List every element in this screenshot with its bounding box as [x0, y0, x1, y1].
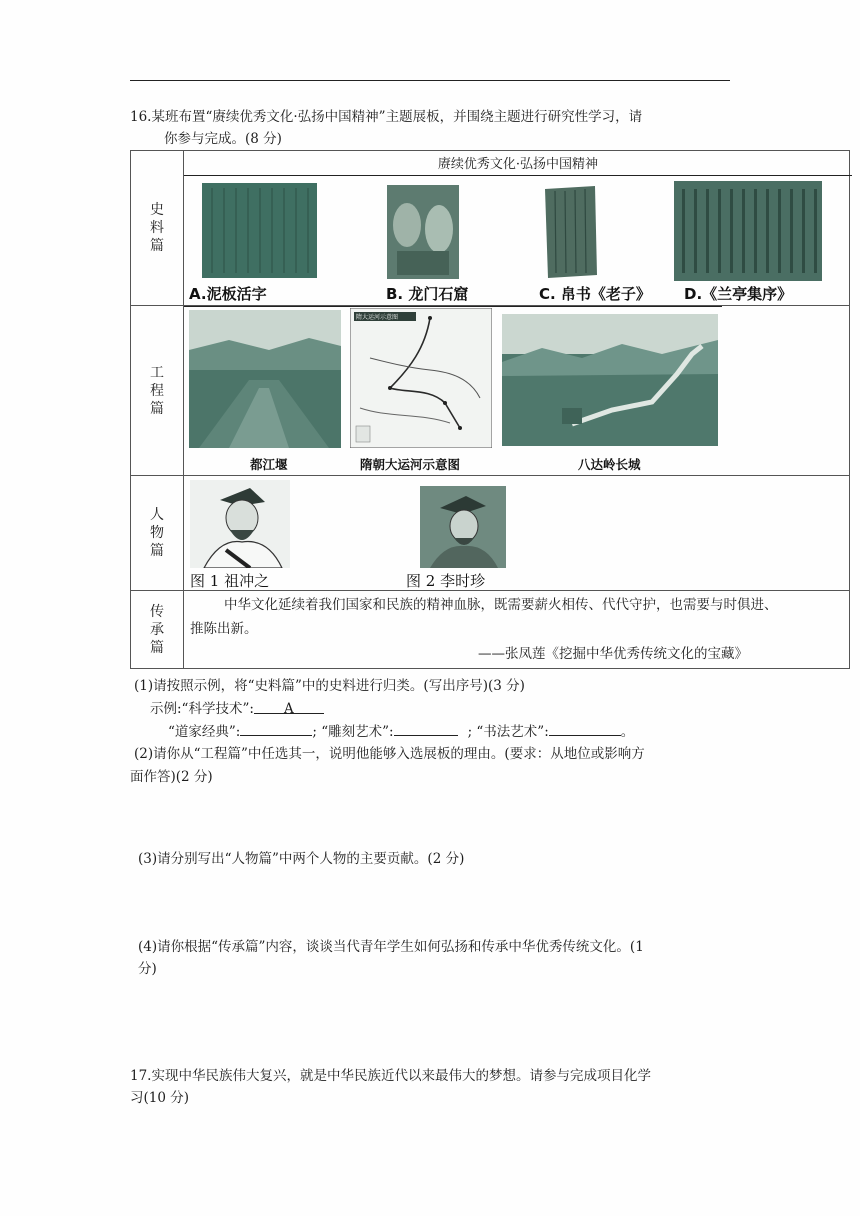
row-label-history	[131, 151, 184, 306]
q17-stem-line2: 习(10 分)	[130, 1090, 190, 1106]
grand-canal-map	[350, 308, 492, 448]
badaling-great-wall-photo	[502, 314, 718, 446]
sub3-line1: (3)请分别写出“人物篇”中两个人物的主要贡献。(2 分)	[138, 851, 465, 867]
history-caption-b: B. 龙门石窟	[386, 285, 469, 303]
sub1-example-label: 示例:“科学技术”:	[150, 701, 254, 717]
heritage-text-line1: 中华文化延续着我们国家和民族的精神血脉，既需要薪火相传、代代守护，也需要与时俱进、	[224, 597, 778, 613]
engineering-caption-dujiangyan: 都江堰	[250, 457, 288, 472]
answer-blank-taoist[interactable]	[240, 721, 312, 736]
heritage-source: ——张凤莲《挖掘中华优秀传统文化的宝藏》	[478, 646, 748, 662]
board-title: 赓续优秀文化·弘扬中国精神	[437, 157, 599, 172]
people-caption-2: 图 2 李时珍	[406, 572, 486, 590]
sub1-prompt: (1)请按照示例，将“史料篇”中的史料进行归类。(写出序号)(3 分)	[134, 678, 525, 694]
q16-stem-line2: 你参与完成。(8 分)	[164, 131, 282, 147]
row-label-people	[131, 476, 184, 591]
sub4-line2: 分)	[138, 961, 157, 977]
engineering-cell	[184, 306, 850, 476]
sub2-line2: 面作答)(2 分)	[130, 769, 213, 785]
row-label-engineering	[131, 306, 184, 476]
dujiangyan-photo	[189, 310, 341, 448]
people-cell	[184, 476, 850, 591]
history-caption-d: D.《兰亭集序》	[684, 285, 793, 303]
history-caption-a: A.泥板活字	[189, 285, 267, 303]
heritage-label: 传承篇	[150, 603, 164, 656]
heritage-cell	[184, 591, 850, 669]
people-caption-1: 图 1 祖冲之	[190, 572, 270, 590]
lanting-preface-photo	[674, 181, 822, 281]
engineering-caption-canal: 隋朝大运河示意图	[360, 457, 461, 472]
map-title: 隋大运河示意图	[356, 314, 399, 321]
engineering-caption-great-wall: 八达岭长城	[578, 457, 641, 472]
li-shizhen-portrait	[420, 486, 506, 568]
history-caption-c: C. 帛书《老子》	[539, 285, 651, 303]
sub1-end: 。	[620, 724, 635, 740]
top-rule	[130, 80, 730, 81]
sub2-line1: (2)请你从“工程篇”中任选其一，说明他能够入选展板的理由。(要求：从地位或影响方	[134, 746, 645, 762]
exhibition-board-table	[130, 150, 850, 669]
answer-blank-calligraphy[interactable]	[549, 721, 621, 736]
answer-blank-carving[interactable]	[394, 721, 458, 736]
clay-movable-type-photo	[202, 183, 317, 278]
engineering-top-rule	[184, 306, 722, 307]
sub4-line1: (4)请你根据“传承篇”内容，谈谈当代青年学生如何弘扬和传承中华优秀传统文化。(1	[138, 939, 644, 955]
sub1-categories	[168, 721, 634, 742]
sub1-cat-carving-label: ; “雕刻艺术”:	[312, 724, 394, 740]
longmen-grottoes-photo	[387, 185, 459, 279]
row-label-heritage	[131, 591, 184, 669]
q17-stem-line1: 17.实现中华民族伟大复兴，就是中华民族近代以来最伟大的梦想。请参与完成项目化学	[130, 1068, 651, 1084]
q16-stem-line1: 16.某班布置“赓续优秀文化·弘扬中国精神”主题展板，并围绕主题进行研究性学习，请	[130, 109, 643, 125]
sub1-example-answer: A	[254, 699, 324, 714]
sub1-example	[150, 699, 324, 719]
sub1-cat-taoist-label: “道家经典”:	[168, 724, 241, 740]
board-title-rule	[184, 175, 852, 176]
history-cell	[184, 151, 850, 306]
heritage-text-line2: 推陈出新。	[190, 621, 258, 637]
history-label: 史料篇	[150, 202, 164, 254]
silk-book-laozi-photo	[539, 183, 601, 281]
sub1-cat-calligraphy-label: ; “书法艺术”:	[467, 724, 549, 740]
people-label: 人物篇	[150, 507, 164, 559]
engineering-label: 工程篇	[150, 364, 164, 417]
zu-chongzhi-portrait	[190, 480, 290, 568]
